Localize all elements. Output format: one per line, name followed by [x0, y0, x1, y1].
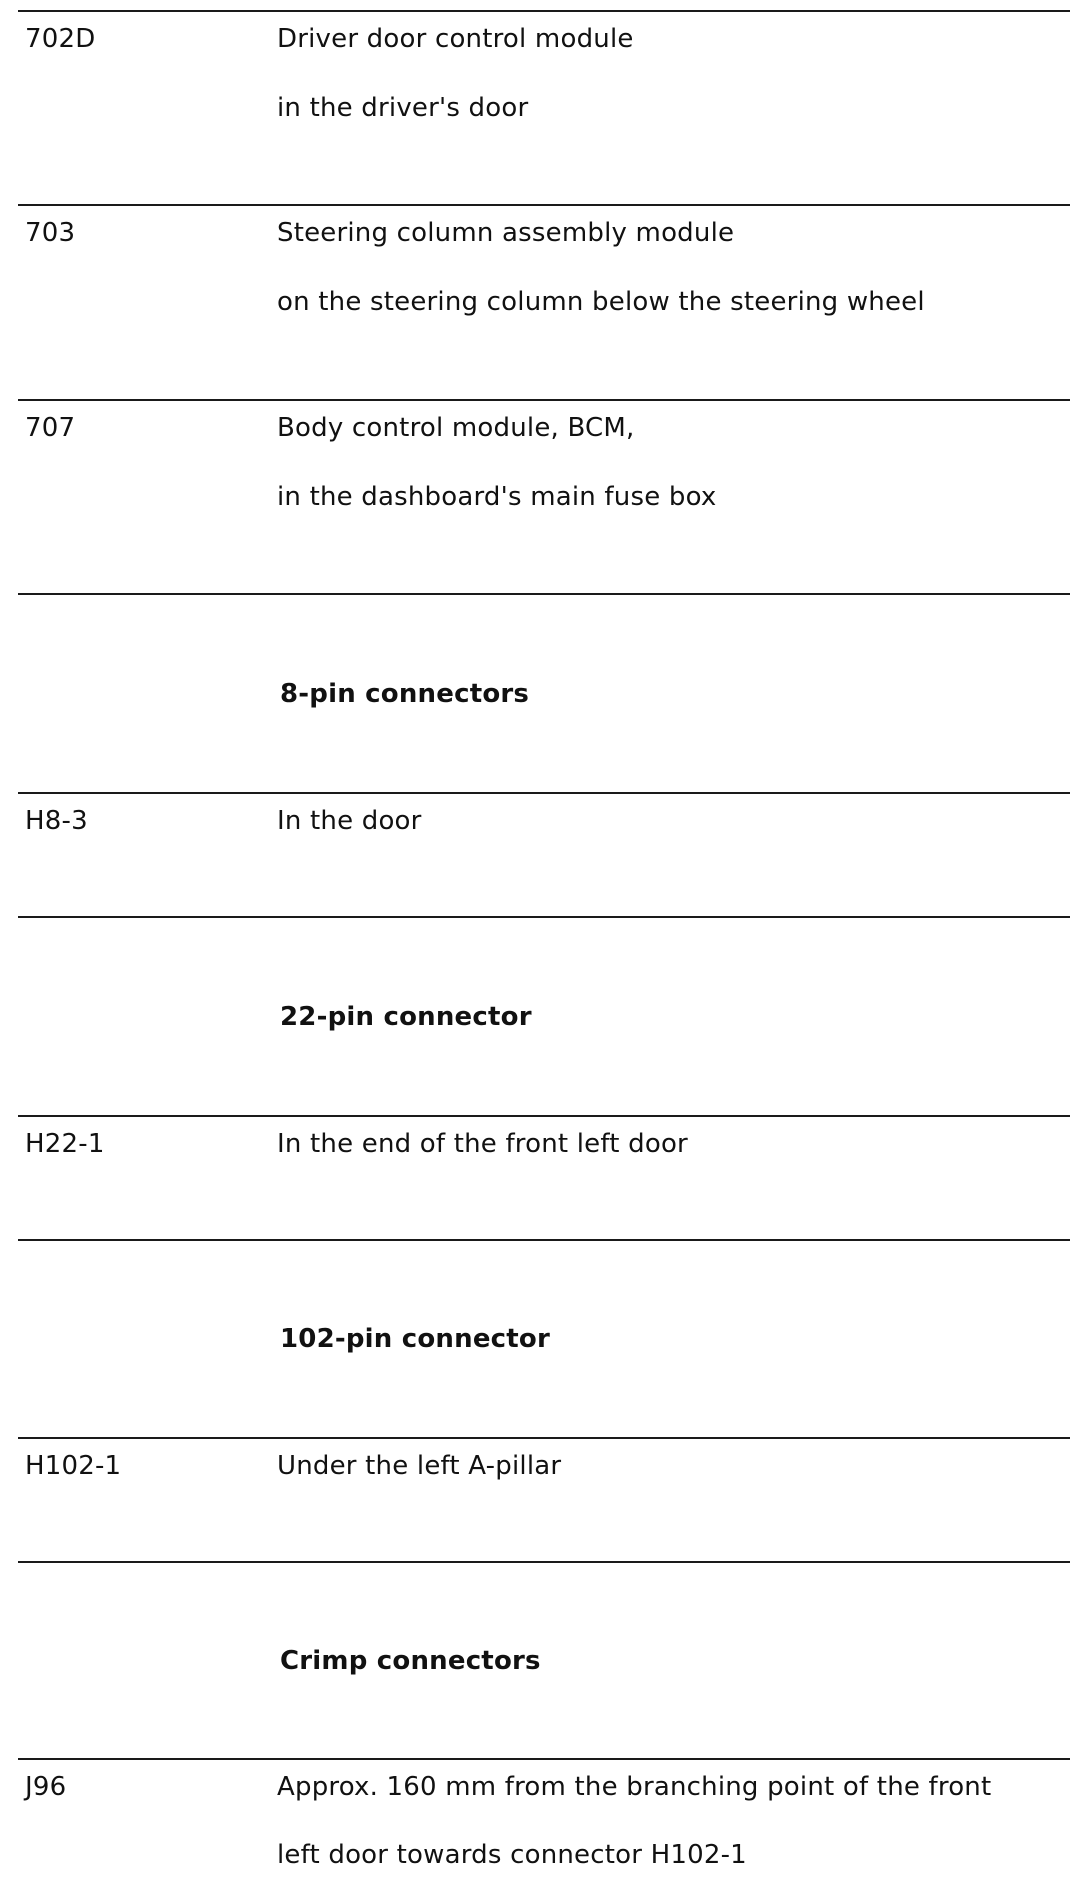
component-description: Body control module, BCM, [277, 413, 635, 443]
component-description: Driver door control module [277, 24, 634, 54]
table-rule [18, 1115, 1070, 1117]
component-code: 703 [25, 218, 76, 248]
component-code: 707 [25, 413, 76, 443]
connector-location: In the door [277, 806, 422, 836]
table-rule [18, 10, 1070, 12]
connector-location: Under the left A-pillar [277, 1451, 562, 1481]
table-rule [18, 399, 1070, 401]
component-location: on the steering column below the steering wheel [277, 287, 925, 317]
connector-location: In the end of the front left door [277, 1129, 688, 1159]
component-description: Steering column assembly module [277, 218, 735, 248]
table-rule [18, 593, 1070, 595]
component-location: in the driver's door [277, 93, 529, 123]
table-rule [18, 1437, 1070, 1439]
section-heading: Crimp connectors [280, 1646, 541, 1676]
table-rule [18, 204, 1070, 206]
table-rule [18, 1758, 1070, 1760]
table-rule [18, 1561, 1070, 1563]
table-rule [18, 1239, 1070, 1241]
connector-location-continued: left door towards connector H102-1 [277, 1840, 747, 1870]
section-heading: 102-pin connector [280, 1324, 551, 1354]
section-heading: 22-pin connector [280, 1002, 532, 1032]
table-rule [18, 792, 1070, 794]
connector-location: Approx. 160 mm from the branching point of the front [277, 1772, 992, 1802]
connector-code: H22-1 [25, 1129, 105, 1159]
component-location: in the dashboard's main fuse box [277, 482, 717, 512]
component-code: 702D [25, 24, 96, 54]
connector-code: H102-1 [25, 1451, 122, 1481]
table-rule [18, 916, 1070, 918]
section-heading: 8-pin connectors [280, 679, 530, 709]
connector-code: H8-3 [25, 806, 88, 836]
connector-code: J96 [25, 1772, 67, 1802]
